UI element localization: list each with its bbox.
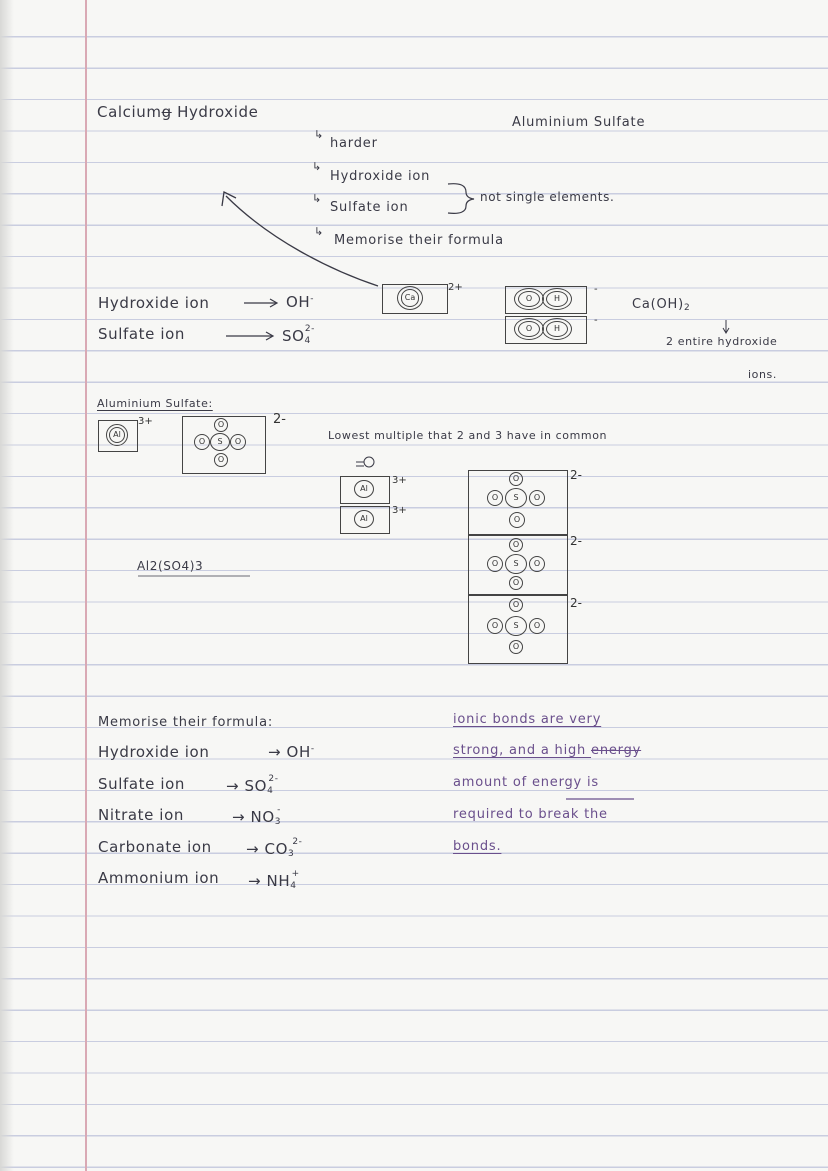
- hydroxide-charge-1: -: [594, 284, 598, 295]
- aluminium-charge: 3+: [138, 416, 153, 427]
- sulfur-atom: S: [505, 554, 527, 574]
- lowest-multiple-note: Lowest multiple that 2 and 3 have in common: [328, 429, 608, 442]
- sulfate-ion-label: Sulfate ion: [98, 325, 185, 343]
- curved-arrow: [226, 196, 378, 286]
- ionic-note-line-3: amount of energy is: [453, 775, 599, 790]
- memorise-item-formula: → OH-: [268, 743, 315, 761]
- oxygen-atom: O: [214, 453, 228, 467]
- oxygen-atom: O: [509, 512, 525, 528]
- ionic-note-line-5: bonds.: [453, 839, 502, 854]
- memorise-item-formula: → $NH_4^+$: [248, 869, 300, 891]
- small-circle: [364, 457, 374, 467]
- ions-note: ions.: [748, 368, 777, 381]
- oxygen-atom: O: [230, 434, 246, 450]
- aluminium-charge-2: 3+: [392, 505, 407, 516]
- sulfur-atom: S: [505, 488, 527, 508]
- oxygen-atom: O: [214, 418, 228, 432]
- squiggle: [356, 462, 364, 466]
- sulfate-charge-1: 2-: [570, 468, 582, 482]
- oxygen-atom: O: [529, 490, 545, 506]
- oxygen-atom: O: [509, 576, 523, 590]
- arrow-bullet-icon: ↳: [314, 128, 324, 141]
- note-harder: harder: [330, 136, 378, 151]
- calcium-hydroxide-formula: $Ca(OH)_2$: [632, 297, 691, 313]
- oxygen-atom: O: [529, 618, 545, 634]
- calcium-charge: 2+: [448, 282, 463, 293]
- memorise-item-formula: → $SO_4^{2-}$: [226, 774, 279, 796]
- hydrogen-atom: H: [542, 288, 572, 310]
- curly-brace: [448, 184, 474, 214]
- memorise-item-name: Carbonate ion: [98, 838, 212, 856]
- oxygen-atom: O: [509, 472, 523, 486]
- oxygen-atom: O: [487, 556, 503, 572]
- ionic-note-line-2: strong, and a high energy: [453, 743, 642, 758]
- aluminium-atom: Al: [354, 510, 374, 528]
- aluminium-sulfate-formula: Al2(SO4)3: [137, 559, 204, 573]
- oxygen-atom: O: [487, 618, 503, 634]
- calcium-atom: Ca: [397, 286, 423, 310]
- memorise-item-name: Ammonium ion: [98, 869, 220, 887]
- oxygen-atom: O: [514, 288, 544, 310]
- oxygen-atom: O: [487, 490, 503, 506]
- oxygen-atom: O: [509, 640, 523, 654]
- sulfate-formula: $SO_4^{2-}$: [282, 324, 316, 346]
- hydroxide-formula: OH-: [286, 293, 315, 311]
- aluminium-atom: Al: [106, 424, 128, 446]
- note-memorise: Memorise their formula: [334, 233, 504, 248]
- arrow-bullet-icon: ↳: [314, 225, 324, 238]
- memorise-item-name: Sulfate ion: [98, 775, 185, 793]
- sulfur-atom: S: [210, 433, 230, 451]
- ionic-note-line-4: required to break the: [453, 807, 608, 822]
- calcium-hydroxide-heading: Calciumg Hydroxide: [97, 103, 259, 121]
- arrow-bullet-icon: ↳: [312, 192, 322, 205]
- memorise-item-formula: → $NO_3^-$: [232, 805, 282, 827]
- entire-hydroxide-note: 2 entire hydroxide: [666, 335, 778, 348]
- hydroxide-ion-label: Hydroxide ion: [98, 294, 210, 312]
- memorise-item-name: Nitrate ion: [98, 806, 184, 824]
- memorise-list-title: Memorise their formula:: [98, 715, 274, 730]
- note-sulfate-ion: Sulfate ion: [330, 200, 409, 215]
- hydrogen-atom: H: [542, 318, 572, 340]
- aluminium-sulfate-subheading: Aluminium Sulfate:: [97, 397, 213, 410]
- oxygen-atom: O: [509, 538, 523, 552]
- oxygen-atom: O: [514, 318, 544, 340]
- oxygen-atom: O: [194, 434, 210, 450]
- arrow-bullet-icon: ↳: [312, 160, 322, 173]
- note-hydroxide-ion: Hydroxide ion: [330, 169, 431, 184]
- memorise-item-name: Hydroxide ion: [98, 743, 210, 761]
- sulfate-charge: 2-: [273, 412, 286, 427]
- aluminium-sulfate-heading: Aluminium Sulfate: [512, 115, 646, 130]
- sulfate-charge-2: 2-: [570, 534, 582, 548]
- aluminium-atom: Al: [354, 480, 374, 498]
- memorise-item-formula: → $CO_3^{2-}$: [246, 837, 303, 859]
- note-not-single-elements: not single elements.: [480, 190, 615, 204]
- sulfate-charge-3: 2-: [570, 596, 582, 610]
- ionic-note-line-1: ionic bonds are very: [453, 712, 602, 727]
- oxygen-atom: O: [529, 556, 545, 572]
- aluminium-charge-1: 3+: [392, 475, 407, 486]
- hydroxide-charge-2: -: [594, 315, 598, 326]
- sulfur-atom: S: [505, 616, 527, 636]
- oxygen-atom: O: [509, 598, 523, 612]
